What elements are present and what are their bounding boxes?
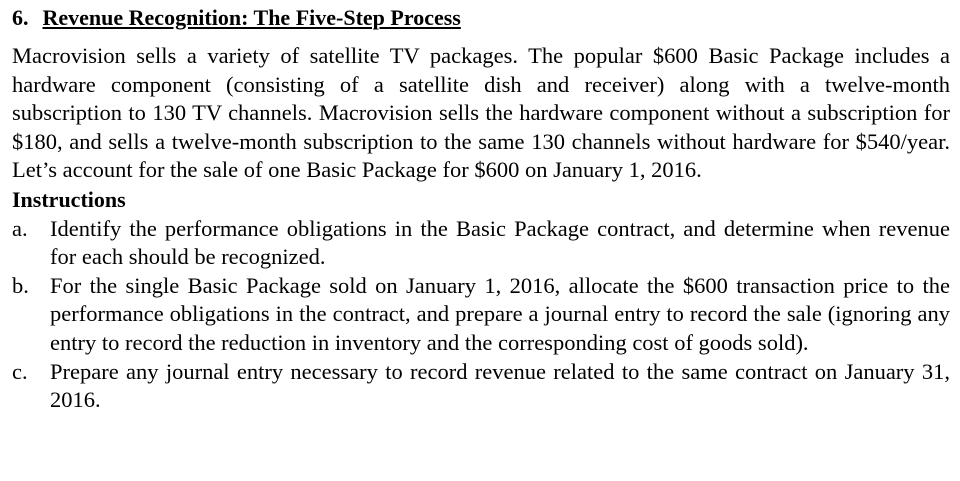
instruction-marker: a. bbox=[12, 215, 28, 241]
problem-title: Revenue Recognition: The Five-Step Process bbox=[42, 5, 461, 30]
problem-heading bbox=[12, 4, 950, 32]
instruction-text: Identify the performance obligations in the Basic Package contract, and determine when revenue for each should be recognized. bbox=[50, 215, 950, 270]
instructions-list bbox=[12, 215, 950, 415]
instruction-marker: b. bbox=[12, 272, 29, 298]
instruction-text: Prepare any journal entry necessary to record revenue related to the same contract on January 31, 2016. bbox=[50, 358, 950, 413]
instruction-item-b bbox=[12, 272, 950, 358]
problem-number: 6. bbox=[12, 5, 29, 30]
instruction-item-c bbox=[12, 358, 950, 415]
instruction-text: For the single Basic Package sold on January 1, 2016, allocate the $600 transaction price to the performance obligations in the contract, and prepare a journal entry to record the sale (ignoring any entry to record the reduction in inventory and the corresponding cost of goods sold). bbox=[50, 272, 950, 355]
instruction-item-a bbox=[12, 215, 950, 272]
instruction-marker: c. bbox=[12, 358, 28, 384]
instructions-heading: Instructions bbox=[12, 186, 126, 212]
problem-paragraph: Macrovision sells a variety of satellite TV packages. The popular $600 Basic Package includes a hardware component (consisting of a satellite dish and receiver) along with a twelve-month subscription to 130 TV channels. Macrovision sells the hardware component without a subscription for $180, and sells a twelve-month subscription to the same 130 channels without hardware for $540/year. Let’s account for the sale of one Basic Package for $600 on January 1, 2016. bbox=[12, 43, 950, 183]
